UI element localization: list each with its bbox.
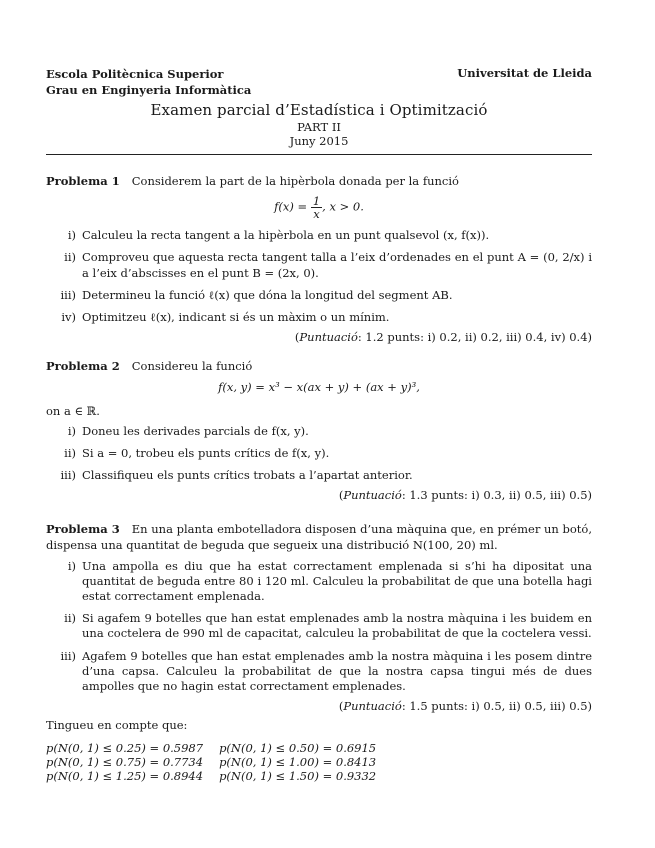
problem-2-formula: f(x, y) = x³ − x(ax + y) + (ax + y)³, (218, 380, 420, 395)
score-word: Puntuació (343, 488, 402, 503)
item-label: iii) (60, 648, 76, 663)
formula-lhs: f(x) = (274, 199, 308, 214)
list-item (46, 649, 592, 695)
problem-3 (46, 522, 592, 783)
list-item (46, 468, 592, 483)
item-label: ii) (64, 445, 76, 460)
problem-1-intro (46, 174, 592, 189)
table-row (46, 741, 592, 755)
degree-name: Grau en Enginyeria Informàtica (46, 83, 252, 97)
problem-1-score: (Puntuació: 1.2 punts: i) 0.2, ii) 0.2, iii) 0.4, iv) 0.4) (294, 330, 592, 345)
problem-2-after: on a ∈ ℝ. (46, 403, 100, 418)
table-cell: p(N(0, 1) ≤ 0.75) = 0.7734 (46, 755, 204, 770)
list-item (46, 288, 592, 303)
score-word: Puntuació (299, 330, 358, 345)
item-text: Doneu les derivades parcials de f(x, y). (82, 423, 309, 438)
exam-part: PART II (297, 120, 341, 134)
item-text: Determineu la funció ℓ(x) que dóna la longitud del segment AB. (82, 287, 453, 302)
table-cell: p(N(0, 1) ≤ 1.50) = 0.9332 (219, 769, 377, 784)
item-label: ii) (64, 250, 76, 265)
problem-2-label: Problema 2 (46, 359, 120, 374)
title-block (46, 101, 592, 148)
list-item (46, 611, 592, 641)
item-text: Classifiqueu els punts crítics trobats a l’apartat anterior. (82, 468, 413, 483)
item-label: i) (67, 228, 76, 243)
list-item (46, 228, 592, 243)
problem-2 (46, 359, 592, 503)
formula-numerator: 1 (312, 194, 321, 209)
problem-2-score: (Puntuació: 1.3 punts: i) 0.3, ii) 0.5, iii) 0.5) (338, 488, 592, 503)
item-text: Calculeu la recta tangent a la hipèrbola en un punt qualsevol (x, f(x)). (82, 228, 490, 243)
formula-denominator: x (313, 207, 320, 222)
table-cell: p(N(0, 1) ≤ 1.00) = 0.8413 (219, 755, 377, 770)
item-text: Una ampolla es diu que ha estat correctament emplenada si s’hi ha dipositat una quantitat de beguda entre 80 i 120 ml. Calculeu la probabilitat de que una botella hagi estat correctament emplenada. (82, 558, 592, 604)
item-label: iii) (60, 468, 76, 483)
item-label: i) (67, 558, 76, 573)
item-label: iii) (60, 287, 76, 302)
list-item (46, 310, 592, 325)
table-cell: p(N(0, 1) ≤ 0.25) = 0.5987 (46, 741, 204, 756)
list-item (46, 424, 592, 439)
header-left (46, 66, 251, 98)
problem-2-intro (46, 359, 592, 374)
problem-3-note: Tingueu en compte que: (46, 718, 188, 733)
problem-3-intro (46, 522, 592, 552)
university-name: Universitat de Lleida (457, 66, 592, 80)
item-text: Agafem 9 botelles que han estat emplenades amb la nostra màquina i les posem dintre d’una capsa. Calculeu la probabilitat de que la nostra capsa tingui més de dues ampolles que no hagin estat correctament emplenades. (82, 648, 592, 693)
score-detail: : 1.2 punts: i) 0.2, ii) 0.2, iii) 0.4, iv) 0.4) (357, 330, 592, 345)
item-text: Optimitzeu ℓ(x), indicant si és un màxim o un mínim. (82, 309, 390, 324)
item-text: Comproveu que aquesta recta tangent talla a l’eix d’ordenades en el punt A = (0, 2/x) i a l’eix d’abscisses en el punt B = (2x, 0). (82, 250, 592, 280)
score-word: Puntuació (343, 699, 402, 714)
table-cell: p(N(0, 1) ≤ 0.50) = 0.6915 (219, 741, 377, 756)
item-text: Si agafem 9 botelles que han estat emplenades amb la nostra màquina i les buidem en una coctelera de 990 ml de capacitat, calculeu la probabilitat de que la coctelera vessi. (82, 611, 592, 641)
problem-3-label: Problema 3 (46, 522, 120, 537)
table-row (46, 769, 592, 783)
list-item (46, 446, 592, 461)
problem-2-intro-text: Considereu la funció (131, 359, 253, 374)
item-label: i) (67, 423, 76, 438)
score-detail: : 1.5 punts: i) 0.5, ii) 0.5, iii) 0.5) (401, 699, 592, 714)
problem-1-label: Problema 1 (46, 174, 120, 188)
exam-title: Examen parcial d’Estadística i Optimització (150, 101, 488, 119)
list-item (46, 559, 592, 605)
probability-table (46, 741, 592, 783)
problem-3-score: (Puntuació: 1.5 punts: i) 0.5, ii) 0.5, iii) 0.5) (338, 699, 592, 714)
header-rule (46, 154, 592, 155)
problem-1-formula (46, 195, 592, 220)
formula-rhs: , x > 0. (322, 199, 364, 214)
exam-date: Juny 2015 (289, 134, 349, 148)
item-label: ii) (64, 611, 76, 626)
table-row (46, 755, 592, 769)
problem-2-items (46, 424, 592, 484)
school-name: Escola Politècnica Superior (46, 67, 224, 81)
table-cell: p(N(0, 1) ≤ 1.25) = 0.8944 (46, 769, 204, 784)
problem-3-items (46, 559, 592, 694)
problem-1-items (46, 228, 592, 325)
problem-1-intro-text: Considerem la part de la hipèrbola donada per la funció (131, 174, 459, 188)
item-text: Si a = 0, trobeu els punts crítics de f(x, y). (82, 445, 330, 460)
formula-fraction (311, 195, 322, 220)
list-item (46, 250, 592, 280)
item-label: iv) (61, 309, 76, 324)
score-detail: : 1.3 punts: i) 0.3, ii) 0.5, iii) 0.5) (401, 488, 592, 503)
problem-1 (46, 174, 592, 345)
problem-3-intro-text: En una planta embotelladora disposen d’una màquina que, en prémer un botó, dispensa una quantitat de beguda que segueix una distribució N(100, 20) ml. (46, 522, 592, 552)
header (46, 66, 592, 98)
exam-page (46, 66, 592, 783)
